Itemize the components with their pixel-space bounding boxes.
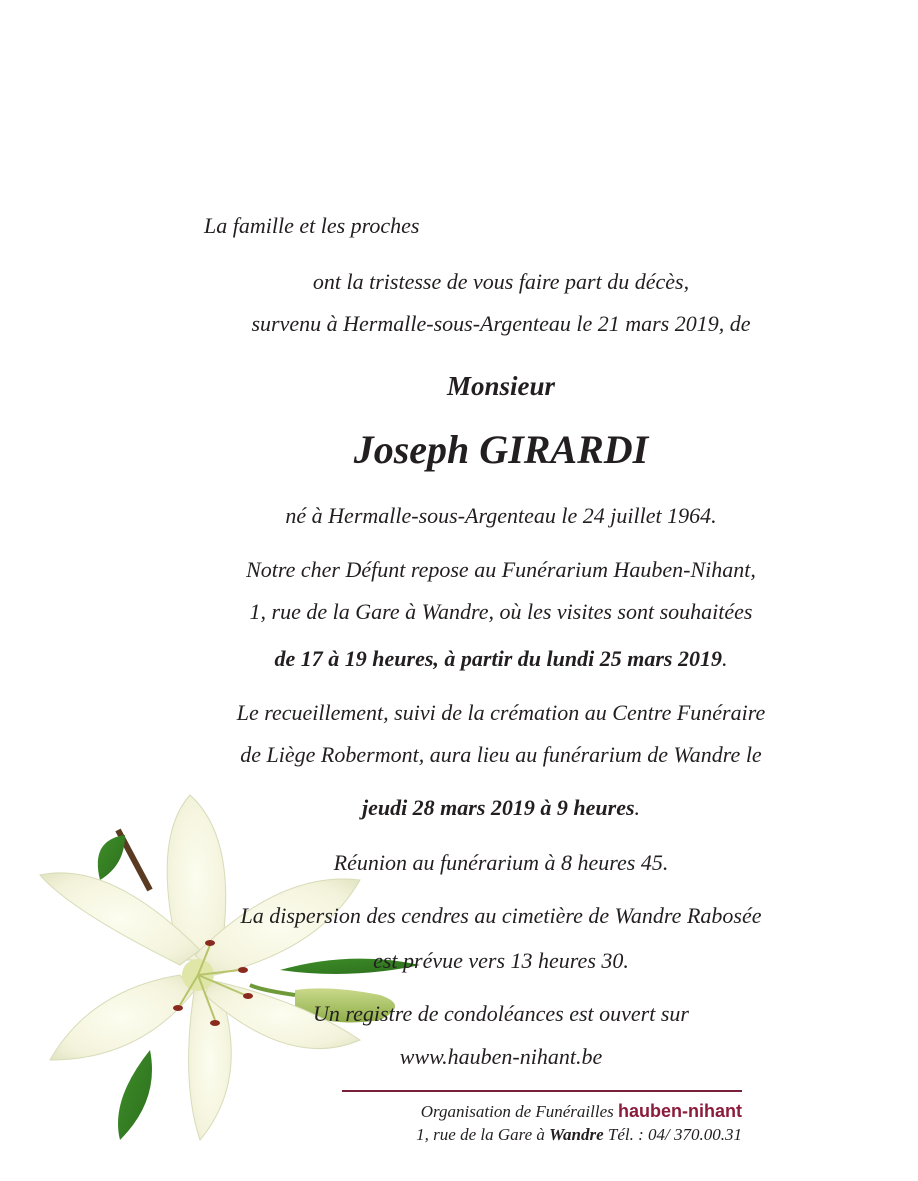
repose-line-1: Notre cher Défunt repose au Funérarium Hauben-Nihant, [246,557,756,582]
address-prefix: 1, rue de la Gare à [416,1125,545,1144]
announcement-line-2: survenu à Hermalle-sous-Argenteau le 21 mars 2019, de [251,311,751,336]
birth-info: né à Hermalle-sous-Argenteau le 24 juillet 1964. [285,503,717,528]
footer-organisation [342,1100,742,1123]
address-town: Wandre [549,1125,604,1144]
visit-hours-bold: de 17 à 19 heures, à partir du lundi 25 mars 2019 [274,646,722,671]
repose-line-2: 1, rue de la Gare à Wandre, où les visites sont souhaitées [249,599,753,624]
ceremony-line-2: de Liège Robermont, aura lieu au funérarium de Wandre le [240,742,762,767]
footer-divider [342,1090,742,1092]
ceremony-date [0,794,918,822]
ceremony-date-bold: jeudi 28 mars 2019 à 9 heures [361,795,635,820]
deceased-name: Joseph GIRARDI [353,427,649,472]
phone-number: Tél. : 04/ 370.00.31 [607,1125,742,1144]
dispersion-line-2: est prévue vers 13 heures 30. [373,948,629,973]
meeting-info: Réunion au funérarium à 8 heures 45. [333,850,669,875]
dispersion-line-1: La dispersion des cendres au cimetière de Wandre Rabosée [240,903,762,928]
visit-hours [0,645,918,673]
ceremony-line-1: Le recueillement, suivi de la crémation au Centre Funéraire [236,700,766,725]
announcement-line-1: ont la tristesse de vous faire part du décès, [312,269,690,294]
organisation-label: Organisation de Funérailles [420,1102,614,1121]
deceased-title: Monsieur [446,371,556,401]
brand-logo: hauben-nihant [618,1101,742,1121]
website-link[interactable]: www.hauben-nihant.be [399,1044,603,1069]
footer-address [342,1124,742,1146]
intro-text: La famille et les proches [204,213,420,238]
visit-hours-period: . [721,646,728,671]
registry-info: Un registre de condoléances est ouvert sur [313,1001,689,1026]
ceremony-date-period: . [634,795,641,820]
